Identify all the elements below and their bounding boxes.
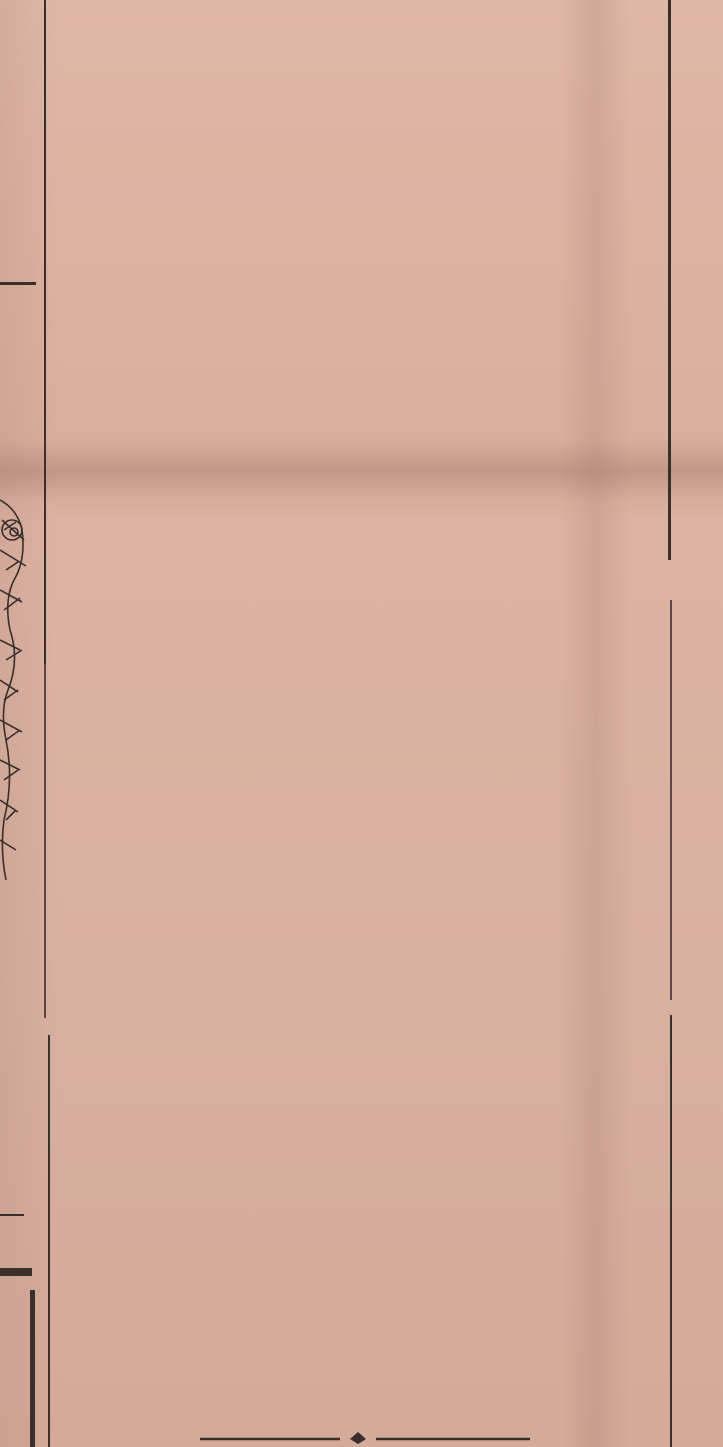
left-column-rule (0, 282, 36, 285)
left-neighbor-column (0, 0, 52, 1447)
engraving-illustration (0, 470, 30, 890)
cutoff-text-line (60, 0, 660, 6)
left-column-divider-top (44, 0, 46, 664)
right-neighbor-column (664, 0, 723, 1447)
left-column-border (30, 1290, 35, 1447)
left-column-divider-mid (44, 664, 46, 1018)
left-column-thick-rule (0, 1268, 32, 1276)
right-column-divider-mid (670, 600, 672, 1000)
left-column-short-rule (0, 1214, 24, 1216)
ornamental-divider (200, 1430, 530, 1444)
right-column-divider-bottom (670, 1015, 672, 1447)
left-column-divider-bottom (48, 1035, 50, 1447)
article-column (60, 0, 660, 1447)
right-column-divider-top (668, 0, 671, 560)
